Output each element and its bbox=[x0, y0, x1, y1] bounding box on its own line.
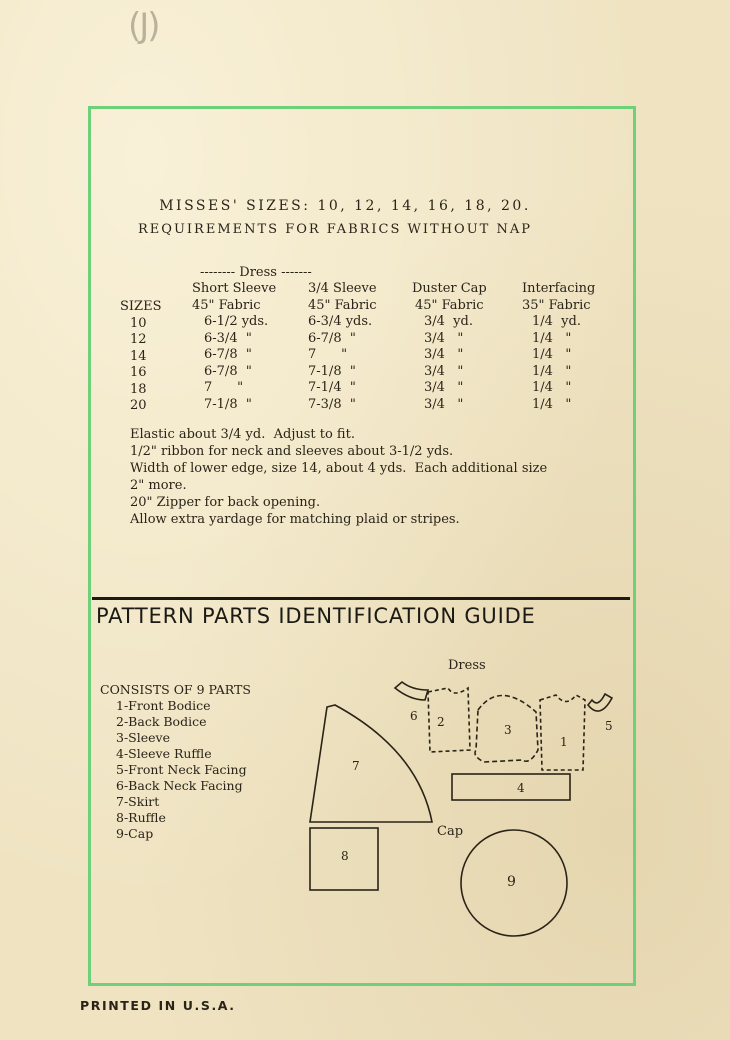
printed-in-usa: PRINTED IN U.S.A. bbox=[80, 998, 236, 1013]
notions-notes: Elastic about 3/4 yd. Adjust to fit. 1/2" ribbon for neck and sleeves about 3-1/2 yds. Width of lower edge, size 14, about 4 yds. Each additional size 2" more. 20" Zipper for back opening. Allow extra yardage for matching plaid or stripes. bbox=[130, 427, 548, 527]
dress-group-header: -------- Dress ------- bbox=[200, 265, 312, 280]
piece-number-5: 5 bbox=[605, 719, 613, 733]
piece-number-2: 2 bbox=[437, 715, 445, 729]
corner-mark: (J) bbox=[128, 6, 159, 46]
piece-number-3: 3 bbox=[504, 723, 512, 737]
piece-number-6: 6 bbox=[410, 709, 418, 723]
three-quarter-sleeve-column: 3/4 Sleeve 45" Fabric 6-3/4 yds. 6-7/8 " 7 " 7-1/8 " 7-1/4 " 7-3/8 " bbox=[308, 281, 377, 412]
back-neck-facing-piece bbox=[395, 682, 428, 700]
piece-number-9: 9 bbox=[507, 874, 516, 890]
piece-number-8: 8 bbox=[341, 849, 349, 863]
parts-list: CONSISTS OF 9 PARTS 1-Front Bodice 2-Back Bodice 3-Sleeve 4-Sleeve Ruffle 5-Front Neck Facing 6-Back Neck Facing 7-Skirt 8-Ruffle 9-Cap bbox=[100, 682, 251, 841]
duster-cap-column: Duster Cap 45" Fabric 3/4 yd. 3/4 " 3/4 " 3/4 " 3/4 " 3/4 " bbox=[412, 281, 487, 412]
interfacing-column: Interfacing 35" Fabric 1/4 yd. 1/4 " 1/4 " 1/4 " 1/4 " 1/4 " bbox=[522, 281, 596, 412]
back-bodice-piece bbox=[428, 688, 470, 752]
sleeve-ruffle-piece bbox=[452, 774, 570, 800]
piece-number-7: 7 bbox=[352, 759, 360, 773]
sizes-column: SIZES 10 12 14 16 18 20 bbox=[120, 299, 162, 413]
sizes-line: MISSES' SIZES: 10, 12, 14, 16, 18, 20. bbox=[159, 198, 531, 214]
front-bodice-piece bbox=[540, 695, 585, 770]
front-neck-facing-piece bbox=[588, 694, 612, 711]
piece-number-4: 4 bbox=[517, 781, 525, 795]
dress-label: Dress bbox=[448, 658, 486, 673]
short-sleeve-column: Short Sleeve 45" Fabric 6-1/2 yds. 6-3/4 " 6-7/8 " 6-7/8 " 7 " 7-1/8 " bbox=[192, 281, 277, 412]
cap-label: Cap bbox=[437, 824, 464, 839]
requirements-line: REQUIREMENTS FOR FABRICS WITHOUT NAP bbox=[138, 222, 532, 237]
piece-number-1: 1 bbox=[560, 735, 568, 749]
guide-title: PATTERN PARTS IDENTIFICATION GUIDE bbox=[96, 604, 536, 628]
